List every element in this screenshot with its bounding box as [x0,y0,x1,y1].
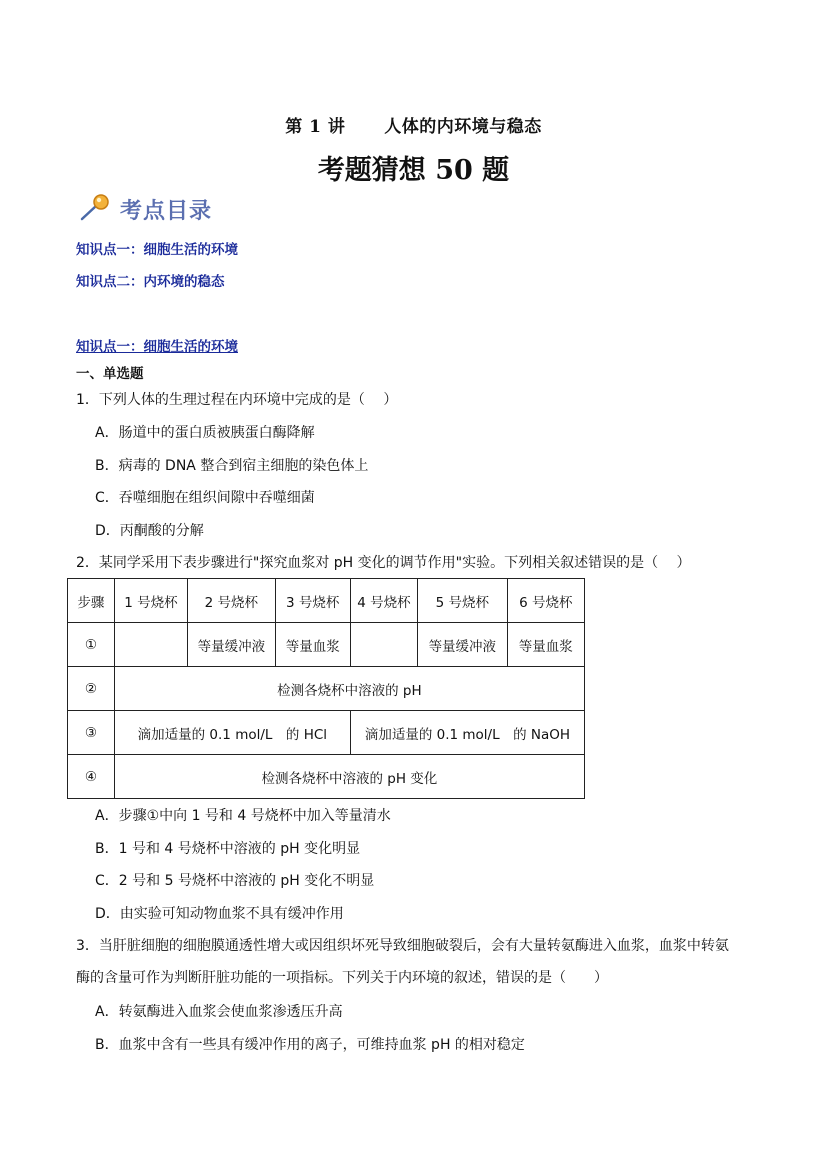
table-cell: 等量血浆 [507,623,584,667]
table-cell: 等量血浆 [275,623,350,667]
table-cell: 检测各烧杯中溶液的 pH 变化 [114,755,584,799]
question-2-stem: 2．某同学采用下表步骤进行"探究血浆对 pH 变化的调节作用"实验。下列相关叙述错误的是（ ） [76,555,691,571]
section-subtitle: 一、单选题 [76,366,144,382]
q3-option-a: A．转氨酶进入血浆会使血浆渗透压升高 [95,1004,343,1020]
question-1-stem: 1．下列人体的生理过程在内环境中完成的是（ ） [76,392,398,408]
table-header-cell: 3 号烧杯 [275,579,350,623]
toc-item-1[interactable]: 知识点一：细胞生活的环境 [76,242,238,258]
lecture-title: 人体的内环境与稳态 [384,117,542,137]
q2-option-d: D．由实验可知动物血浆不具有缓冲作用 [95,906,344,922]
toc-item-2[interactable]: 知识点二：内环境的稳态 [76,274,225,290]
table-cell: 等量缓冲液 [418,623,508,667]
table-cell: ② [68,667,115,711]
q1-option-a: A．肠道中的蛋白质被胰蛋白酶降解 [95,425,315,441]
table-header-cell: 5 号烧杯 [418,579,508,623]
table-header-cell: 1 号烧杯 [114,579,187,623]
table-cell: ④ [68,755,115,799]
table-row [68,711,585,755]
table-cell: 滴加适量的 0.1 mol/L 的 HCl [114,711,350,755]
table-cell [114,623,187,667]
q1-option-c: C．吞噬细胞在组织间隙中吞噬细菌 [95,490,315,506]
table-header-cell: 6 号烧杯 [507,579,584,623]
magnifier-icon [78,192,112,226]
table-cell: ① [68,623,115,667]
table-header-cell: 步骤 [68,579,115,623]
table-header-cell: 4 号烧杯 [350,579,417,623]
question-3-stem-line-1: 3．当肝脏细胞的细胞膜通透性增大或因组织坏死导致细胞破裂后，会有大量转氨酶进入血浆，血浆中转氨 [76,938,729,954]
table-cell: 滴加适量的 0.1 mol/L 的 NaOH [350,711,584,755]
question-3-stem-line-2: 酶的含量可作为判断肝脏功能的一项指标。下列关于内环境的叙述，错误的是（ ） [76,970,608,986]
table-cell: 检测各烧杯中溶液的 pH [114,667,584,711]
table-cell: ③ [68,711,115,755]
table-header-row [68,579,585,623]
q1-option-b: B．病毒的 DNA 整合到宿主细胞的染色体上 [95,458,369,474]
table-cell: 等量缓冲液 [188,623,276,667]
page-title: 考题猜想 50 题 [317,155,510,186]
lecture-heading [0,112,827,137]
table-row [68,755,585,799]
q2-option-c: C．2 号和 5 号烧杯中溶液的 pH 变化不明显 [95,873,375,889]
table-row [68,623,585,667]
q1-option-d: D．丙酮酸的分解 [95,523,204,539]
q2-option-a: A．步骤①中向 1 号和 4 号烧杯中加入等量清水 [95,808,391,824]
table-header-cell: 2 号烧杯 [188,579,276,623]
lecture-number: 第 1 讲 [285,117,346,137]
section-title[interactable]: 知识点一：细胞生活的环境 [76,339,238,355]
toc-heading [78,192,212,226]
toc-title: 考点目录 [120,198,213,224]
table-row [68,667,585,711]
q3-option-b: B．血浆中含有一些具有缓冲作用的离子，可维持血浆 pH 的相对稳定 [95,1037,525,1053]
table-cell [350,623,417,667]
q2-option-b: B．1 号和 4 号烧杯中溶液的 pH 变化明显 [95,841,361,857]
steps-table [67,578,585,799]
